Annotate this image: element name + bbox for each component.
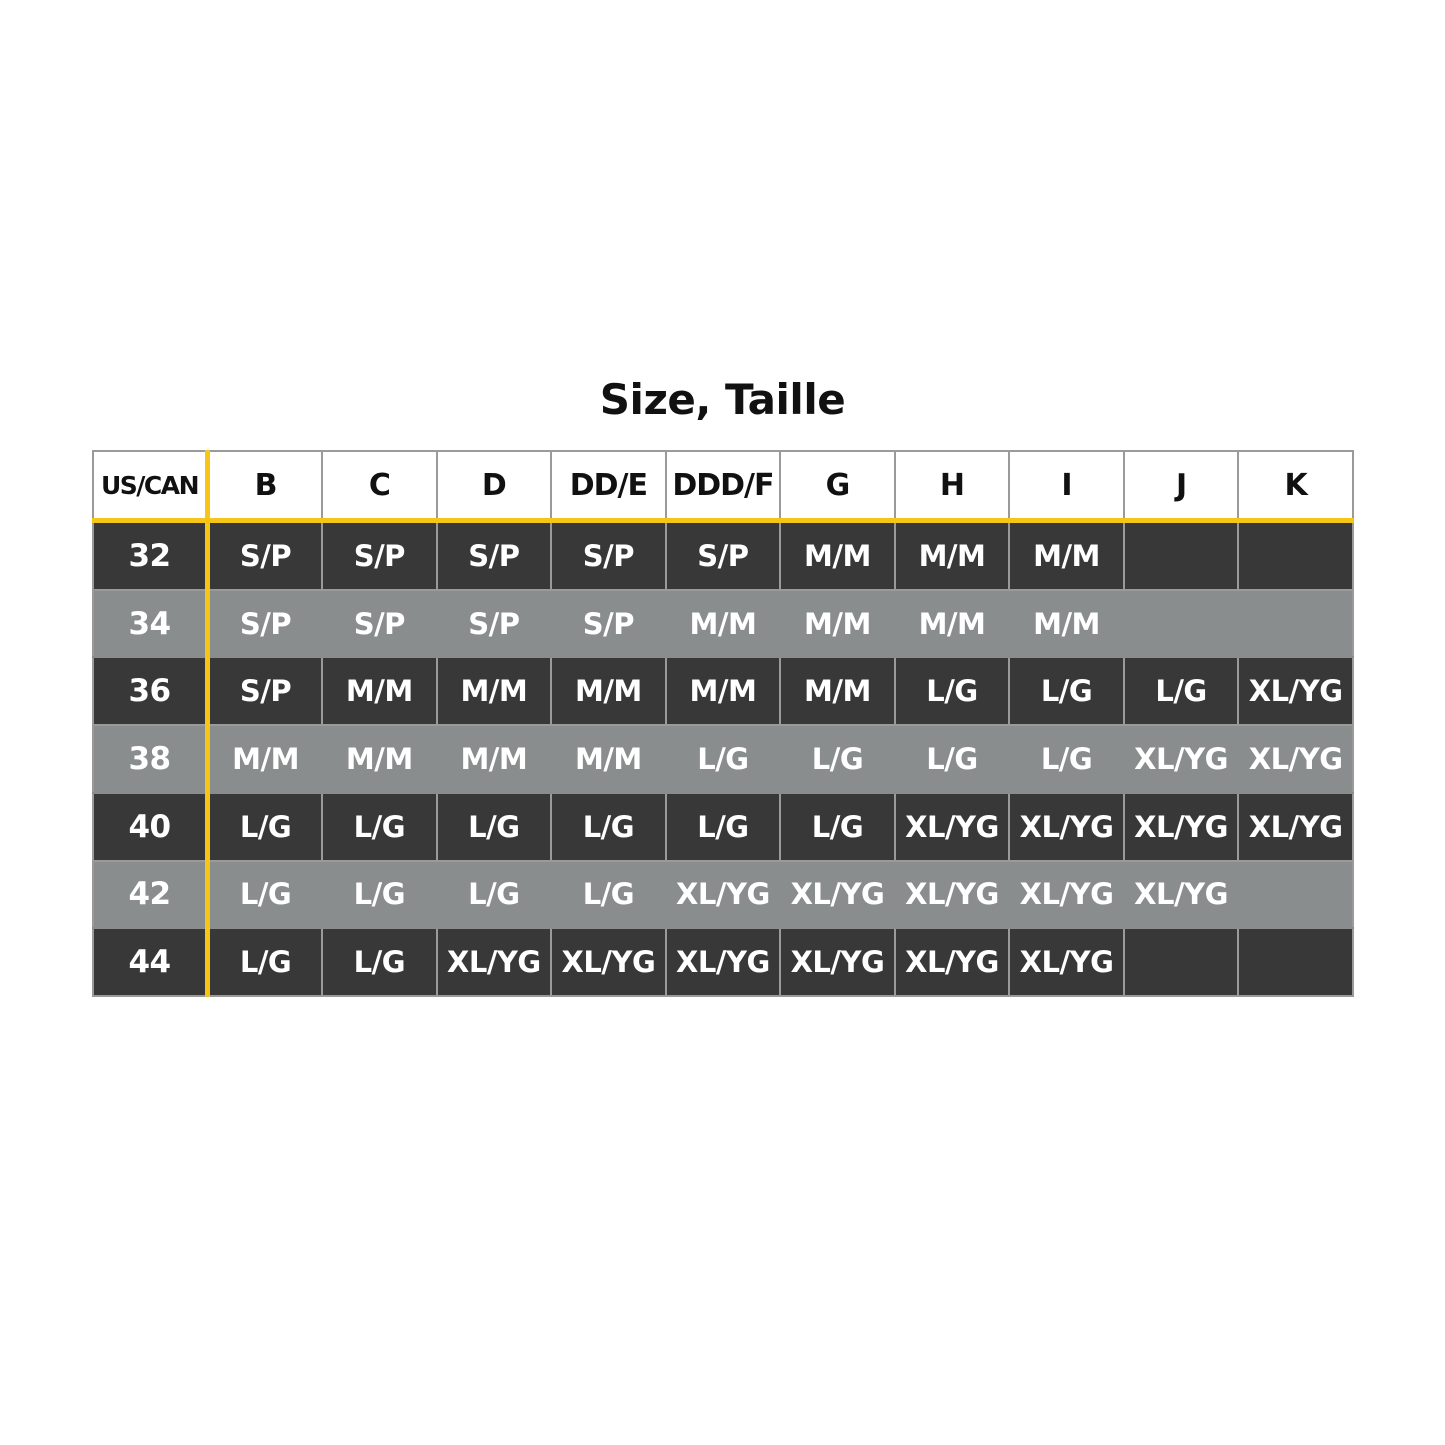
size-table: [92, 450, 1354, 997]
size-cell: L/G: [895, 725, 1010, 793]
table-row: [93, 861, 1353, 929]
table-row: [93, 521, 1353, 590]
header-cell-h: H: [895, 451, 1010, 521]
band-size-cell: 38: [93, 725, 208, 793]
size-cell: L/G: [1009, 657, 1124, 725]
size-cell: XL/YG: [1238, 725, 1353, 793]
band-size-cell: 34: [93, 590, 208, 658]
size-cell: M/M: [780, 590, 895, 658]
header-cell-k: K: [1238, 451, 1353, 521]
size-cell: L/G: [208, 928, 323, 996]
size-cell: L/G: [208, 861, 323, 929]
header-cell-j: J: [1124, 451, 1239, 521]
table-body: [93, 521, 1353, 997]
size-cell: XL/YG: [1124, 725, 1239, 793]
size-cell: M/M: [895, 521, 1010, 590]
size-cell: S/P: [437, 521, 552, 590]
header-cell-d: D: [437, 451, 552, 521]
size-cell: XL/YG: [895, 861, 1010, 929]
size-cell: M/M: [666, 657, 781, 725]
size-cell: XL/YG: [1238, 793, 1353, 861]
size-cell: M/M: [322, 725, 437, 793]
header-cell-i: I: [1009, 451, 1124, 521]
size-cell: XL/YG: [1238, 657, 1353, 725]
size-cell: [1238, 928, 1353, 996]
size-cell: XL/YG: [1009, 793, 1124, 861]
size-cell: M/M: [666, 590, 781, 658]
size-cell: M/M: [322, 657, 437, 725]
size-cell: XL/YG: [895, 928, 1010, 996]
size-cell: S/P: [551, 590, 666, 658]
band-size-cell: 32: [93, 521, 208, 590]
size-cell: XL/YG: [551, 928, 666, 996]
size-cell: M/M: [780, 657, 895, 725]
table-row: [93, 590, 1353, 658]
size-cell: S/P: [666, 521, 781, 590]
table-row: [93, 725, 1353, 793]
header-row: [93, 451, 1353, 521]
size-cell: L/G: [1009, 725, 1124, 793]
header-cell-c: C: [322, 451, 437, 521]
size-cell: M/M: [895, 590, 1010, 658]
size-cell: L/G: [322, 861, 437, 929]
size-cell: XL/YG: [437, 928, 552, 996]
size-cell: S/P: [208, 657, 323, 725]
size-cell: L/G: [666, 725, 781, 793]
size-cell: M/M: [551, 657, 666, 725]
size-cell: [1124, 521, 1239, 590]
size-cell: L/G: [437, 793, 552, 861]
size-cell: L/G: [437, 861, 552, 929]
table-row: [93, 793, 1353, 861]
header-cell-us-can: US/CAN: [93, 451, 208, 521]
header-cell-ddd-f: DDD/F: [666, 451, 781, 521]
size-cell: M/M: [780, 521, 895, 590]
size-cell: [1238, 861, 1353, 929]
size-cell: XL/YG: [1124, 861, 1239, 929]
size-cell: XL/YG: [666, 928, 781, 996]
band-size-cell: 44: [93, 928, 208, 996]
size-cell: XL/YG: [895, 793, 1010, 861]
table-row: [93, 928, 1353, 996]
size-cell: [1124, 590, 1239, 658]
size-chart: [92, 450, 1354, 997]
band-size-cell: 36: [93, 657, 208, 725]
size-cell: L/G: [895, 657, 1010, 725]
size-cell: [1238, 521, 1353, 590]
header-cell-dd-e: DD/E: [551, 451, 666, 521]
size-cell: M/M: [551, 725, 666, 793]
size-cell: XL/YG: [780, 861, 895, 929]
size-cell: M/M: [437, 725, 552, 793]
size-cell: S/P: [208, 521, 323, 590]
size-cell: XL/YG: [666, 861, 781, 929]
size-cell: [1238, 590, 1353, 658]
page-title: Size, Taille: [599, 375, 846, 424]
size-cell: M/M: [1009, 590, 1124, 658]
size-cell: L/G: [322, 793, 437, 861]
table-row: [93, 657, 1353, 725]
size-cell: XL/YG: [1009, 861, 1124, 929]
size-cell: [1124, 928, 1239, 996]
size-cell: L/G: [666, 793, 781, 861]
size-cell: L/G: [208, 793, 323, 861]
band-size-cell: 40: [93, 793, 208, 861]
size-cell: XL/YG: [780, 928, 895, 996]
band-size-cell: 42: [93, 861, 208, 929]
size-cell: S/P: [322, 521, 437, 590]
size-cell: S/P: [551, 521, 666, 590]
size-cell: M/M: [1009, 521, 1124, 590]
header-cell-g: G: [780, 451, 895, 521]
size-cell: S/P: [208, 590, 323, 658]
size-cell: L/G: [1124, 657, 1239, 725]
size-cell: L/G: [780, 725, 895, 793]
size-cell: L/G: [322, 928, 437, 996]
size-cell: S/P: [437, 590, 552, 658]
size-cell: M/M: [437, 657, 552, 725]
size-cell: XL/YG: [1124, 793, 1239, 861]
size-cell: S/P: [322, 590, 437, 658]
size-cell: M/M: [208, 725, 323, 793]
size-cell: XL/YG: [1009, 928, 1124, 996]
header-cell-b: B: [208, 451, 323, 521]
size-cell: L/G: [551, 793, 666, 861]
size-cell: L/G: [551, 861, 666, 929]
size-cell: L/G: [780, 793, 895, 861]
